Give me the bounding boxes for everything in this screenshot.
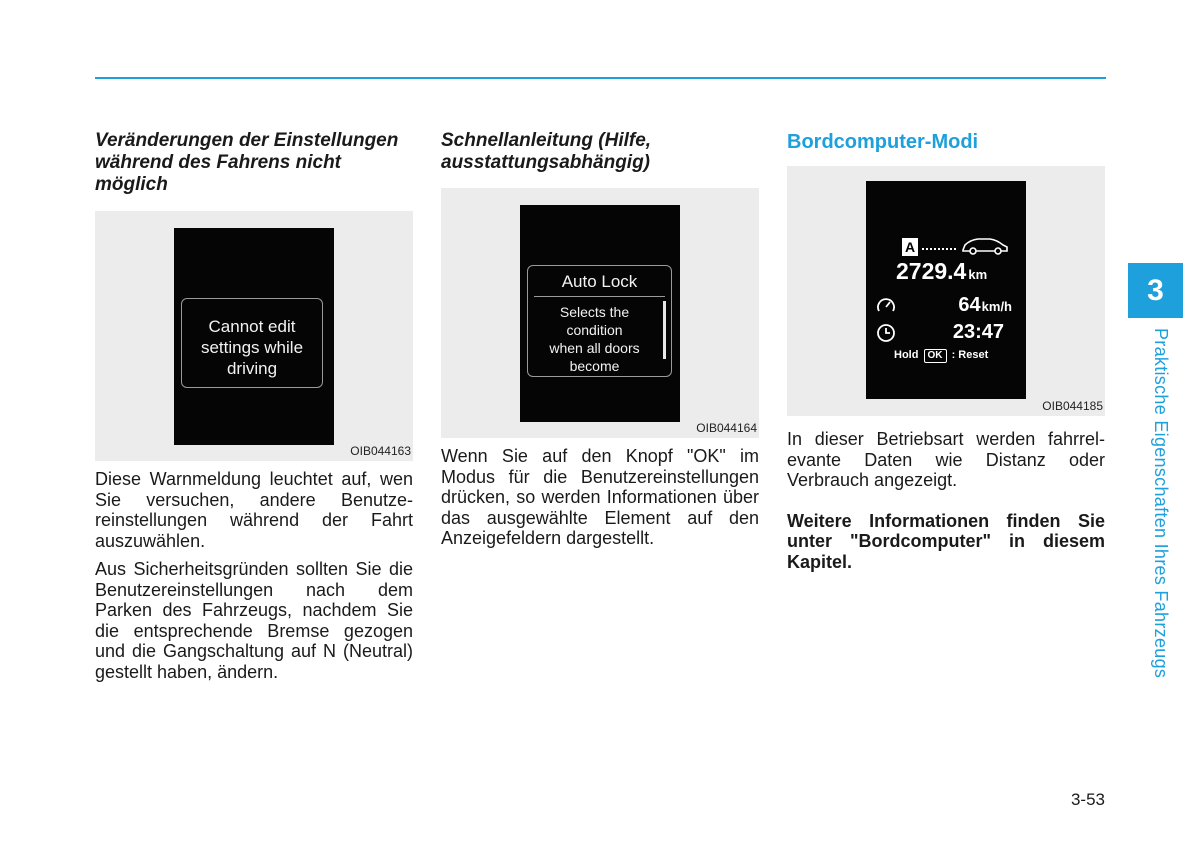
display-screen	[174, 228, 334, 445]
mode-row	[902, 238, 1012, 258]
speed-row	[876, 294, 1016, 318]
screen-line: settings while	[200, 338, 304, 357]
hold-reset-row	[894, 349, 988, 363]
figure-code: OIB044185	[1042, 399, 1103, 413]
figure-cannot-edit	[95, 211, 413, 461]
display-screen	[520, 205, 680, 422]
figure-code: OIB044164	[696, 421, 757, 435]
screen-line: when all doors	[549, 340, 640, 356]
display-screen	[866, 181, 1026, 399]
page-number: 3-53	[1070, 790, 1105, 809]
screen-line: Cannot edit	[208, 317, 296, 336]
screen-line: Selects the	[559, 304, 630, 320]
hold-label: Hold	[894, 349, 919, 361]
chapter-title: Praktische Eigenschaften Ihres Fahrzeugs	[1151, 328, 1171, 679]
speed-value: 64	[958, 294, 981, 316]
clock-icon	[876, 323, 896, 343]
screen-divider	[534, 296, 665, 297]
dotted-line	[922, 248, 956, 250]
screen-scrollbar	[663, 301, 666, 359]
warning-message-box	[181, 298, 323, 388]
figure-code: OIB044163	[350, 444, 411, 458]
body-paragraph: Diese Warnmeldung leuchtet auf, wen Sie versuchen, andere Benutze-reinstellungen während der Fahrt auszuwählen.	[95, 469, 413, 551]
help-message-box	[527, 265, 672, 377]
time-row	[876, 321, 1016, 345]
distance-unit: km	[968, 267, 988, 282]
screen-line: driving	[226, 359, 278, 378]
car-icon	[960, 236, 1010, 256]
body-paragraph: In dieser Betriebsart werden fahrrel-evante Daten wie Distanz oder Verbrauch angezeigt.	[787, 429, 1105, 490]
screen-title: Auto Lock	[561, 272, 638, 291]
distance-row	[896, 258, 987, 285]
speed-unit: km/h	[981, 299, 1012, 314]
column-quick-guide	[441, 130, 759, 549]
section-heading: Schnellanleitung (Hilfe, ausstattungsabhängig)	[441, 130, 652, 173]
top-rule	[95, 77, 1106, 79]
figure-trip-computer	[787, 166, 1105, 416]
mode-badge: A	[902, 238, 918, 256]
column-settings-locked	[95, 130, 413, 682]
speedometer-icon	[876, 296, 896, 314]
section-heading: Veränderungen der Einstellungen während des Fahrens nicht möglich	[95, 130, 399, 195]
column-trip-computer	[787, 130, 1105, 572]
body-paragraph: Aus Sicherheitsgründen sollten Sie die Benutzereinstellungen nach dem Parken des Fahrzeugs, nachdem Sie die entsprechende Bremse gezogen und die Gangschaltung auf N (Neutral) gestellt haben, ändern.	[95, 559, 413, 682]
screen-line: condition	[566, 322, 623, 338]
bold-paragraph: Weitere Informationen finden Sie unter "Bordcomputer" in diesem Kapitel.	[787, 510, 1105, 572]
body-paragraph: Wenn Sie auf den Knopf "OK" im Modus für die Benutzereinstellungen drücken, so werden Informationen über das ausgewählte Element auf den Anzeigefeldern dargestellt.	[441, 446, 759, 548]
distance-value: 2729.4	[896, 258, 967, 284]
figure-auto-lock	[441, 188, 759, 438]
time-value: 23:47	[952, 321, 1004, 343]
section-heading: Bordcomputer-Modi	[787, 131, 979, 153]
chapter-tab: 3	[1128, 263, 1183, 318]
ok-button-icon: OK	[924, 349, 947, 363]
reset-label: : Reset	[951, 349, 989, 361]
screen-line: become	[569, 358, 620, 374]
